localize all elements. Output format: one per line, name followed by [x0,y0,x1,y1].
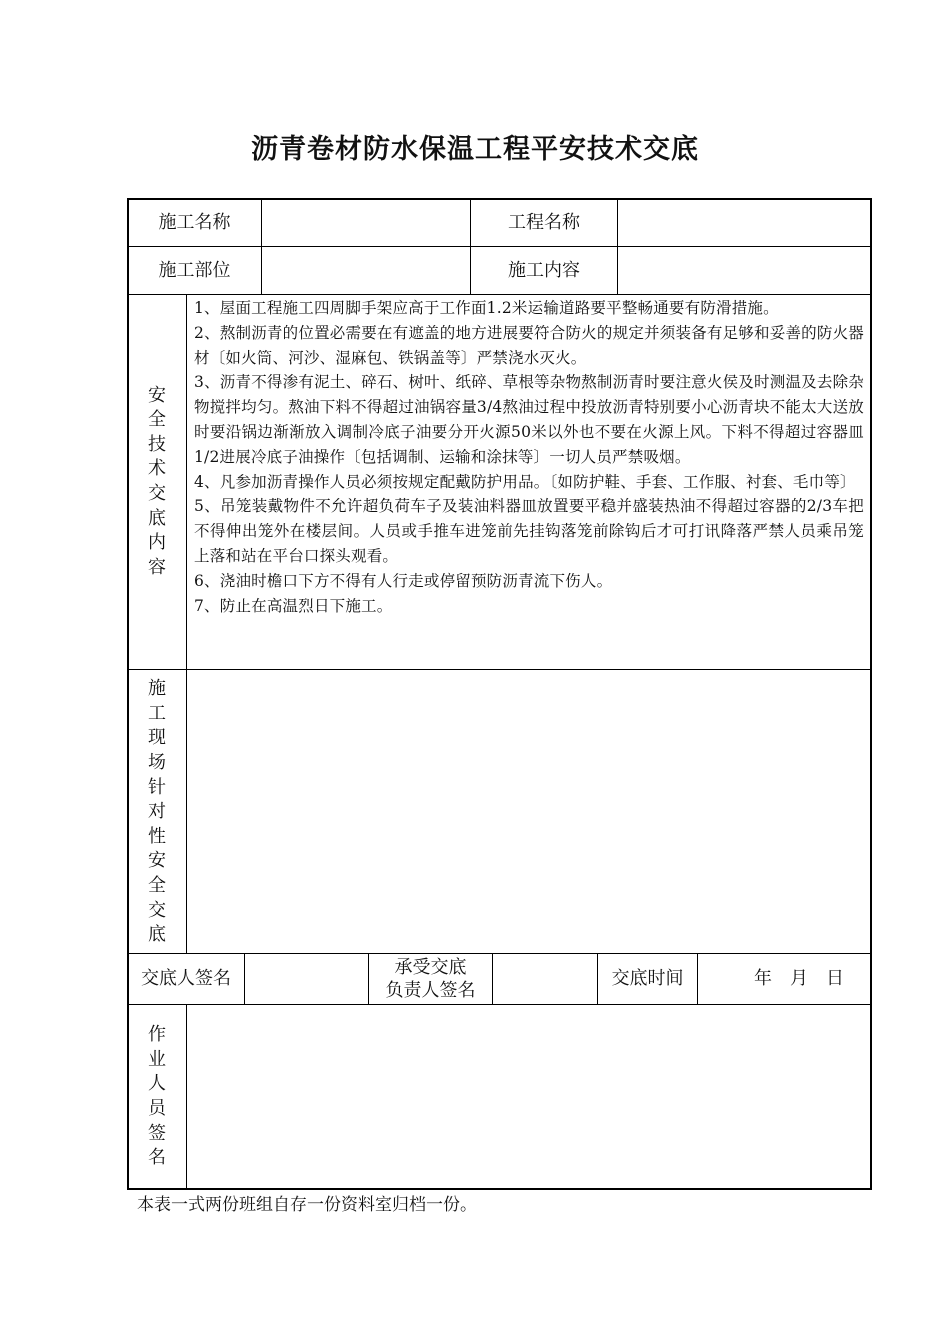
safety-item: 6、浇油时檐口下方不得有人行走或停留预防沥青流下伤人。 [194,571,613,590]
safety-item: 2、熬制沥青的位置必需要在有遮盖的地方进展要符合防火的规定并须装备有足够和妥善的防火器材〔如火筒、河沙、湿麻包、铁锅盖等〕严禁浇水灭火。 [194,323,864,367]
safety-item: 1、屋面工程施工四周脚手架应高于工作面1.2米运输道路要平整畅通要有防滑措施。 [194,299,779,317]
safety-item: 4、凡参加沥青操作人员必须按规定配戴防护用品。〔如防护鞋、手套、工作服、衬套、毛巾等〕 [194,472,856,491]
safety-item: 7、防止在高温烈日下施工。 [194,596,393,615]
site-disclosure-content[interactable] [187,670,870,953]
construction-name-field[interactable] [262,199,470,246]
worker-signature-label: 作 业 人 员 签 名 [148,1024,166,1169]
construction-name-label: 施工名称 [158,211,231,233]
construction-content-field[interactable] [618,247,870,294]
project-name-field[interactable] [618,199,870,246]
safety-disclosure-label: 安 全 技 术 交 底 内 容 [148,384,166,578]
row-divider [127,294,872,295]
project-name-label: 工程名称 [508,211,580,233]
receiver-signature[interactable] [493,954,597,1004]
disclosure-giver-label: 交底人签名 [141,968,231,989]
safety-item: 5、吊笼装戴物件不允许超负荷车子及装油料器皿放置要平稳并盛装热油不得超过容器的2/3车把不得伸出笼外在楼层间。人员或手推车进笼前先挂钩落笼前除钩后才可打讯降落严禁人员乘吊笼上落和站在平台口探头观看。 [194,497,864,565]
safety-item: 3、沥青不得渗有泥土、碎石、树叶、纸碎、草根等杂物熬制沥青时要注意火侯及时测温及去除杂物搅拌均匀。熬油下料不得超过油锅容量3/4熬油过程中投放沥青特别要小心沥青块不能太大送放时要沿锅边渐渐放入调制冷底子油要分开火源50米以外也不要在火源上风。下料不得超过容器皿1/2进展冷底子油操作〔包括调制、运输和涂抹等〕一切人员严禁吸烟。 [194,373,864,466]
disclosure-giver-signature[interactable] [245,954,368,1004]
construction-location-field[interactable] [262,247,470,294]
construction-location-label: 施工部位 [158,259,231,281]
disclosure-time-label: 交底时间 [611,968,684,989]
site-disclosure-label: 施 工 现 场 针 对 性 安 全 交 底 [148,678,166,946]
safety-disclosure-content [194,296,864,618]
document-title: 沥青卷材防水保温工程平安技术交底 [251,134,699,165]
receiver-label: 承受交底 负责人签名 [385,957,476,1001]
construction-content-label: 施工内容 [508,259,580,281]
worker-signature-area[interactable] [187,1005,870,1189]
footnote: 本表一式两份班组自存一份资料室归档一份。 [137,1195,477,1215]
disclosure-date-field[interactable]: 年 月 日 [754,968,844,989]
